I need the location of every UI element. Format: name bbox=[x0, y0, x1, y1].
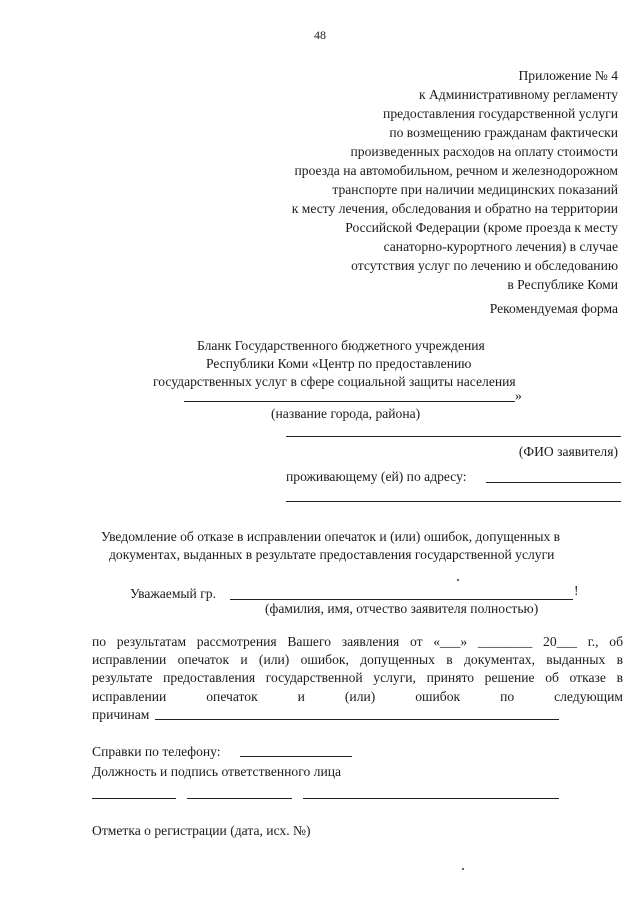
appendix-line: к Административному регламенту bbox=[418, 87, 618, 102]
address-label: проживающему (ей) по адресу: bbox=[286, 469, 467, 484]
body-line-2: исправлении опечаток и (или) ошибок, допущенных в документах, выданных в bbox=[92, 652, 623, 667]
registration-label: Отметка о регистрации (дата, исх. №) bbox=[92, 823, 311, 838]
address-underline-1[interactable] bbox=[486, 482, 621, 483]
blank-line-3: государственных услуг в сфере социальной защиты населения bbox=[153, 374, 516, 389]
appendix-line: отсутствия услуг по лечению и обследованию bbox=[351, 258, 618, 273]
fio-caption: (ФИО заявителя) bbox=[518, 444, 618, 459]
body-line-4: исправлении опечаток и (или) ошибок по следующим bbox=[92, 689, 623, 704]
appendix-line: Приложение № 4 bbox=[518, 68, 618, 83]
body-line-3: результате предоставления государственной услуги, принято решение об отказе в bbox=[92, 670, 623, 685]
appendix-line: в Республике Коми bbox=[507, 277, 618, 292]
appendix-line: транспорте при наличии медицинских показаний bbox=[332, 182, 618, 197]
appendix-line: санаторно-курортного лечения) в случае bbox=[383, 239, 618, 254]
scan-speck bbox=[462, 868, 464, 870]
greeting-exclamation: ! bbox=[574, 583, 579, 598]
scan-speck bbox=[457, 579, 459, 581]
blank-line-2: Республики Коми «Центр по предоставлению bbox=[206, 356, 472, 371]
body-line-5: причинам bbox=[92, 707, 150, 722]
body-line-1: по результатам рассмотрения Вашего заявления от «___» ________ 20___ г., об bbox=[92, 634, 623, 649]
appendix-line: проезда на автомобильном, речном и железнодорожном bbox=[294, 163, 618, 178]
appendix-line: Российской Федерации (кроме проезда к месту bbox=[345, 220, 618, 235]
appendix-line: по возмещению гражданам фактически bbox=[389, 125, 618, 140]
applicant-fio-underline[interactable] bbox=[286, 436, 621, 437]
appendix-line: произведенных расходов на оплату стоимости bbox=[350, 144, 618, 159]
notice-title-line-1: Уведомление об отказе в исправлении опечаток и (или) ошибок, допущенных в bbox=[101, 529, 561, 544]
blank-line-1: Бланк Государственного бюджетного учреждения bbox=[197, 338, 485, 353]
greeting-label: Уважаемый гр. bbox=[130, 586, 217, 601]
phone-label: Справки по телефону: bbox=[92, 744, 221, 759]
reasons-underline[interactable] bbox=[155, 719, 559, 720]
notice-title-line-2: документах, выданных в результате предоставления государственной услуги bbox=[109, 547, 555, 562]
city-underline[interactable] bbox=[184, 401, 515, 402]
address-underline-2[interactable] bbox=[286, 501, 621, 502]
appendix-line: к месту лечения, обследования и обратно на территории bbox=[291, 201, 618, 216]
phone-underline[interactable] bbox=[240, 756, 352, 757]
city-caption: (название города, района) bbox=[271, 406, 421, 421]
city-close-quote: » bbox=[515, 388, 522, 403]
name-caption: (фамилия, имя, отчество заявителя полностью) bbox=[265, 601, 539, 616]
signature-underline[interactable] bbox=[187, 798, 292, 799]
position-label: Должность и подпись ответственного лица bbox=[92, 764, 342, 779]
page-number: 48 bbox=[314, 28, 326, 42]
appendix-line: предоставления государственной услуги bbox=[383, 106, 618, 121]
recommended-form-label: Рекомендуемая форма bbox=[489, 301, 618, 316]
position-underline[interactable] bbox=[92, 798, 176, 799]
name-decoding-underline[interactable] bbox=[303, 798, 559, 799]
